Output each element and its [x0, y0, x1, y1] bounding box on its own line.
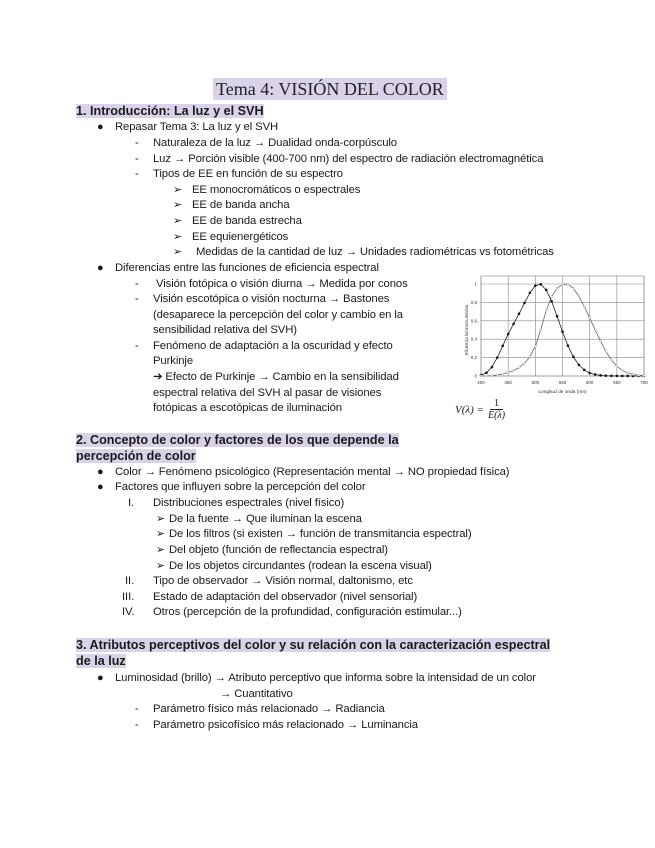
data-point: [523, 302, 525, 304]
list-item: espectral relativa del SVH al pasar de visiones: [153, 387, 382, 399]
data-point: [523, 362, 525, 364]
list-item: Parámetro psicofísico más relacionado → Luminancia: [153, 719, 418, 731]
dash-marker: -: [135, 340, 139, 352]
arrow-marker: ➢: [156, 544, 166, 556]
dash-marker: -: [135, 153, 139, 165]
data-point: [610, 359, 612, 361]
formula-denominator: E(λ): [487, 410, 506, 421]
data-point: [621, 369, 623, 371]
data-point: [578, 295, 580, 297]
data-point: [621, 375, 623, 377]
data-point: [589, 372, 591, 374]
list-item: Medidas de la cantidad de luz → Unidades radiométricas vs fotométricas: [196, 246, 554, 258]
data-point: [610, 375, 612, 377]
arrow-marker: ➢: [173, 231, 183, 243]
data-point: [551, 300, 553, 302]
data-point: [594, 329, 596, 331]
list-item: EE de banda ancha: [192, 199, 290, 211]
data-point: [485, 375, 487, 377]
data-point: [583, 305, 585, 307]
document-title: Tema 4: VISIÓN DEL COLOR: [213, 78, 447, 100]
dash-marker: -: [135, 703, 139, 715]
data-point: [572, 356, 574, 358]
y-tick-label: 0,2: [470, 355, 477, 361]
list-item: De los objetos circundantes (rodean la escena visual): [169, 560, 432, 572]
data-point: [480, 375, 482, 377]
data-point: [616, 375, 618, 377]
list-item: De los filtros (si existen → función de transmitancia espectral): [169, 528, 472, 540]
luminous-efficiency-formula: [455, 398, 505, 421]
list-item: Purkinje: [153, 355, 194, 367]
list-item: Parámetro físico más relacionado → Radiancia: [153, 703, 385, 715]
list-item: Luminosidad (brillo) → Atributo perceptivo que informa sobre la intensidad de un color: [115, 672, 536, 684]
bullet-marker: ●: [97, 121, 104, 133]
section-2-heading: [76, 432, 399, 464]
x-tick-label: 650: [613, 380, 621, 385]
x-axis-label: Longitud de onda (nm): [538, 390, 587, 395]
list-item: Distribuciones espectrales (nivel físico): [153, 497, 345, 509]
bullet-marker: ●: [97, 262, 104, 274]
y-tick-label: 0,4: [470, 336, 477, 342]
list-item: Estado de adaptación del observador (nivel sensorial): [153, 591, 418, 603]
data-point: [637, 374, 639, 376]
list-item: Factores que influyen sobre la percepción del color: [115, 481, 366, 493]
list-item: Visión fotópica o visión diurna → Medida por conos: [156, 278, 408, 290]
y-tick-label: 0,8: [470, 299, 477, 305]
arrow-marker: ➢: [173, 184, 183, 196]
data-point: [529, 356, 531, 358]
data-point: [627, 375, 629, 377]
data-point: [507, 333, 509, 335]
arrow-marker: ➢: [156, 528, 166, 540]
bullet-marker: ●: [97, 466, 104, 478]
data-point: [594, 373, 596, 375]
data-point: [561, 283, 563, 285]
data-point: [545, 310, 547, 312]
arrow-marker: ➢: [173, 199, 183, 211]
data-point: [599, 374, 601, 376]
list-item: EE de banda estrecha: [192, 215, 302, 227]
heading-text: 2. Concepto de color y factores de los que depende la: [76, 433, 399, 447]
spectral-efficiency-chart: [440, 270, 655, 398]
data-point: [513, 369, 515, 371]
data-point: [627, 372, 629, 374]
list-item: EE equienergéticos: [192, 231, 289, 243]
data-point: [485, 372, 487, 374]
heading-text: 1. Introducción: La luz y el SVH: [76, 104, 264, 118]
roman-numeral: I.: [128, 497, 135, 509]
list-item: → Cuantitativo: [220, 688, 293, 700]
list-item: Fenómeno de adaptación a la oscuridad y efecto: [153, 340, 393, 352]
y-tick-label: 1: [474, 281, 477, 287]
data-point: [545, 289, 547, 291]
bullet-marker: ●: [97, 672, 104, 684]
arrow-marker: ➢: [173, 215, 183, 227]
data-point: [605, 351, 607, 353]
roman-numeral: III.: [122, 591, 135, 603]
list-item: Color → Fenómeno psicológico (Representación mental → NO propiedad física): [115, 466, 510, 478]
data-point: [556, 315, 558, 317]
data-point: [572, 287, 574, 289]
roman-numeral: IV.: [122, 606, 135, 618]
arrow-marker: ➢: [156, 560, 166, 572]
y-axis-label: Eficiencia luminosa relativa: [464, 304, 469, 356]
data-point: [496, 357, 498, 359]
x-tick-label: 500: [531, 380, 540, 385]
arrow-marker: ➢: [173, 246, 183, 258]
x-tick-label: 700: [640, 380, 648, 385]
data-point: [551, 296, 553, 298]
list-item: Otros (percepción de la profundidad, configuración estimular...): [153, 606, 462, 618]
data-point: [534, 345, 536, 347]
data-point: [529, 292, 531, 294]
data-point: [589, 317, 591, 319]
data-point: [632, 373, 634, 375]
data-point: [567, 283, 569, 285]
list-item: Tipo de observador → Visión normal, daltonismo, etc: [153, 575, 413, 587]
data-point: [502, 373, 504, 375]
data-point: [556, 287, 558, 289]
y-tick-label: 0: [474, 373, 477, 379]
data-point: [605, 375, 607, 377]
data-point: [502, 345, 504, 347]
data-point: [578, 364, 580, 366]
data-point: [507, 371, 509, 373]
formula-numerator: 1: [490, 398, 503, 410]
dash-marker: -: [135, 278, 139, 290]
arrow-marker: ➢: [156, 513, 166, 525]
dash-marker: -: [135, 168, 139, 180]
data-point: [534, 285, 536, 287]
data-point: [513, 323, 515, 325]
list-item: Diferencias entre las funciones de eficiencia espectral: [115, 262, 379, 274]
list-item: Tipos de EE en función de su espectro: [153, 168, 343, 180]
y-tick-label: 0,6: [470, 318, 477, 324]
list-item: EE monocromáticos o espectrales: [192, 184, 361, 196]
list-item: fotópicas a escotópicas de iluminación: [153, 402, 342, 414]
roman-numeral: II.: [125, 575, 135, 587]
data-point: [567, 345, 569, 347]
data-point: [616, 365, 618, 367]
list-item: Del objeto (función de reflectancia espectral): [169, 544, 388, 556]
x-tick-label: 400: [477, 380, 485, 385]
formula-lhs: V(λ) =: [455, 403, 484, 416]
dash-marker: -: [135, 719, 139, 731]
list-item: Repasar Tema 3: La luz y el SVH: [115, 121, 279, 133]
heading-text: percepción de color: [76, 449, 196, 463]
list-item: Luz → Porción visible (400-700 nm) del espectro de radiación electromagnética: [153, 153, 544, 165]
dash-marker: -: [135, 137, 139, 149]
heading-text: 3. Atributos perceptivos del color y su relación con la caracterización espectral: [76, 638, 551, 652]
data-point: [496, 374, 498, 376]
section-1-heading: [76, 103, 264, 119]
list-item: De la fuente → Que iluminan la escena: [169, 513, 362, 525]
data-point: [643, 375, 645, 377]
data-point: [583, 369, 585, 371]
data-point: [491, 366, 493, 368]
data-point: [491, 375, 493, 377]
x-tick-label: 600: [585, 380, 594, 385]
list-item: Visión escotópica o visión nocturna → Bastones: [153, 293, 390, 305]
data-point: [540, 283, 542, 285]
section-3-heading: [76, 637, 550, 669]
dash-marker: -: [135, 293, 139, 305]
data-point: [540, 329, 542, 331]
bullet-marker: ●: [97, 481, 104, 493]
list-item: (desaparece la percepción del color y cambio en la: [153, 309, 403, 321]
x-tick-label: 550: [558, 380, 567, 385]
list-item: Naturaleza de la luz → Dualidad onda-corpúsculo: [153, 137, 397, 149]
heading-text: de la luz: [76, 654, 126, 668]
x-tick-label: 450: [504, 380, 512, 385]
formula-fraction: [488, 398, 505, 421]
data-point: [599, 340, 601, 342]
data-point: [518, 367, 520, 369]
data-point: [518, 313, 520, 315]
data-point: [561, 331, 563, 333]
list-item: ➔ Efecto de Purkinje → Cambio en la sensibilidad: [153, 371, 399, 383]
list-item: sensibilidad relativa del SVH): [153, 324, 297, 336]
